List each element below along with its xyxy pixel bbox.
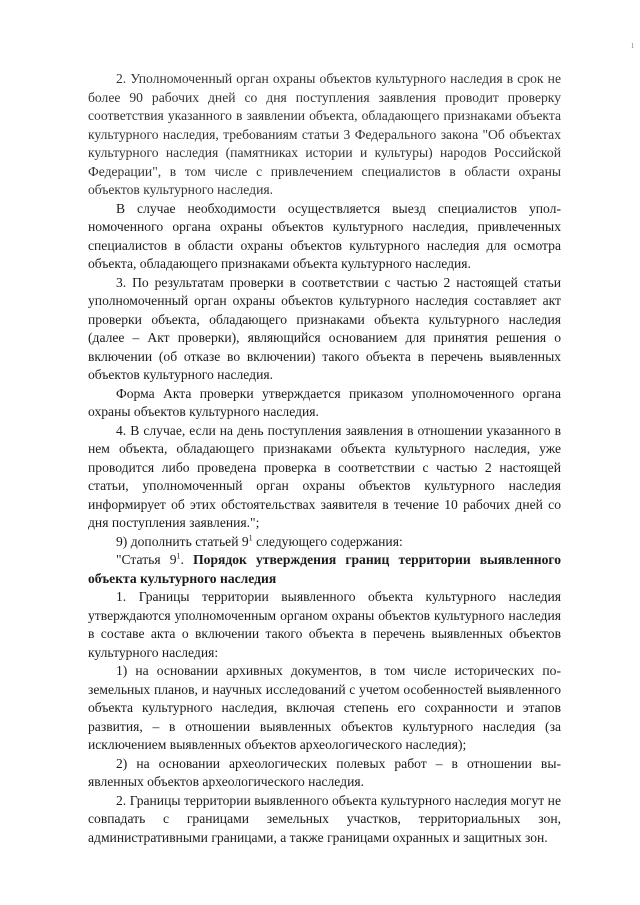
amendment-text: 9) дополнить статьей 9 [116, 533, 249, 549]
article-superscript: 1 [176, 551, 181, 561]
paragraph-5: 4. В случае, если на день поступления заявления в отношении указанного в нем объекта, обладающего признаками объекта культурного наследия, уже проводится либо проведена проверка в соответствии с частью 2 настоящей статьи, уполномоченный орган охраны объектов культурного наследия информирует об этих обстоятельствах заявителя в течение 10 рабочих дней со дня поступления заявления."; [88, 422, 561, 530]
document-page [88, 70, 561, 847]
body-paragraph-4: 2. Границы территории выявленного объекта культурного наследия могут не совпадать с границами земельных участков, территориальных зон, административными границами, а также границами охранных и защитных зон. [88, 792, 561, 845]
amendment-superscript: 1 [248, 532, 253, 542]
paragraph-2: В случае необходимости осуществляется выезд специалистов уполномоченного органа охраны объектов культурного наследия, привлеченных специалистов в области охраны объектов культурного наследия для осмотра объекта, обладающего признаками объекта культурного наследия. [88, 200, 561, 271]
paragraph-1: 2. Уполномоченный орган охраны объектов культурного наследия в срок не более 90 рабочих дней со дня поступления заявления проводит проверку соответствия указанного в заявлении объекта, обладающего признаками объекта культурного наследия, требованиям статьи 3 Федерального закона "Об объектах культурного наследия (памятниках истории и культуры) народов Российской Федерации", в том числе с привлечением специалистов в области охраны объектов культурного наследия. [88, 71, 561, 197]
paragraph-4: Форма Акта проверки утверждается приказом уполномоченного органа охраны объектов культурного наследия. [88, 385, 561, 419]
amendment-text-end: следующего содержания: [252, 533, 403, 549]
article-dot: . [180, 552, 194, 567]
paragraph-3: 3. По результатам проверки в соответствии с частью 2 настоящей статьи уполномоченный орган охраны объектов культурного наследия составляет акт проверки объекта, обладающего признаками объекта культурного наследия (далее – Акт проверки), являющийся основанием для принятия решения о включении (об отказе во включении) такого объекта в перечень выявленных объектов культурного наследия. [88, 274, 561, 382]
page-edge-mark: ı [631, 40, 634, 51]
body-paragraph-3: 2) на основании археологических полевых работ – в отношении выявленных объектов археологического наследия. [88, 755, 561, 789]
article-title: Порядок утверждения границ территории выявленного объекта культурного наследия [88, 552, 561, 586]
body-paragraph-2: 1) на основании архивных документов, в том числе исторических поземельных планов, и научных исследований с учетом особенностей выявленного объекта культурного наследия, включая степень его сохранности и этапов развития, – в отношении выявленных объектов культурного наследия (за исключением выявленных объектов археологического наследия); [88, 663, 561, 752]
body-paragraph-1: 1. Границы территории выявленного объекта культурного наследия утверждаются уполномоченным органом охраны объектов культурного наследия в составе акта о включении такого объекта в перечень выявленных объектов культурного наследия: [88, 589, 561, 660]
article-heading [88, 551, 561, 588]
article-prefix: "Статья 9 [116, 552, 177, 567]
amendment-line [88, 533, 561, 552]
